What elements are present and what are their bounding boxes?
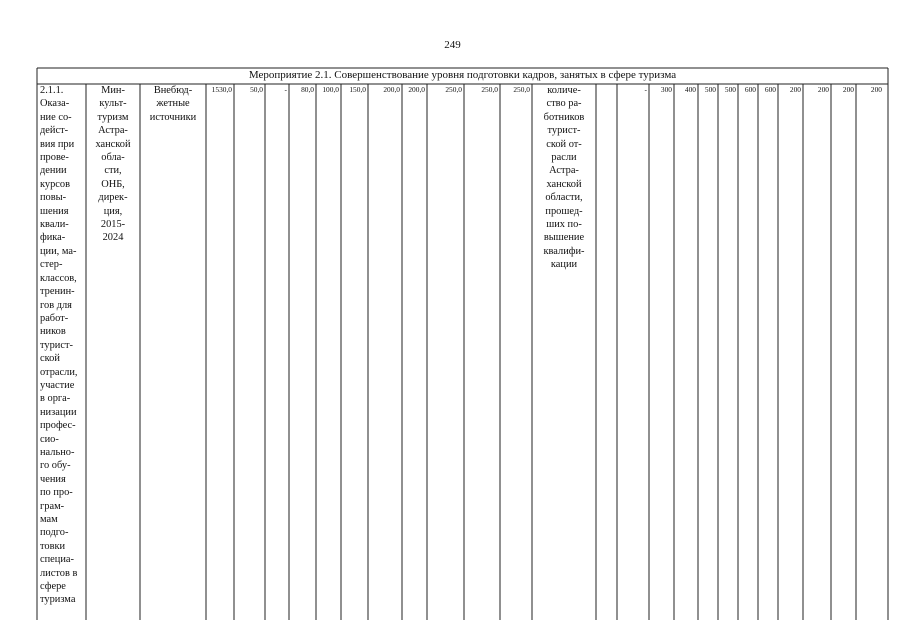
text-line: дирек- — [98, 192, 128, 204]
text-line: вия при — [40, 138, 75, 150]
finance-value: 50,0 — [250, 85, 263, 94]
text-line: чения — [40, 473, 66, 485]
text-line: 2.1.1. — [40, 85, 64, 96]
item-description — [40, 84, 86, 607]
indicator-value: 600 — [764, 85, 776, 94]
indicator-value: 200 — [870, 85, 882, 94]
text-line: классов, — [40, 272, 77, 284]
finance-value: 150,0 — [349, 85, 366, 94]
text-line: отрасли, — [40, 366, 78, 378]
section-title: Мероприятие 2.1. Совершенствование уровня подготовки кадров, занятых в сфере туризма — [248, 69, 677, 81]
text-line: туризм — [97, 111, 129, 123]
text-line: вышение — [543, 232, 585, 244]
text-line: расли — [551, 152, 577, 164]
indicator-value: 600 — [744, 85, 756, 94]
text-line: дейст- — [40, 125, 69, 137]
text-line: низации — [40, 406, 77, 418]
text-line: ние со- — [40, 111, 72, 123]
text-line: прове- — [40, 152, 69, 164]
text-line: повы- — [40, 192, 67, 204]
text-line: прошед- — [545, 205, 583, 217]
text-line: Мин- — [101, 85, 125, 96]
text-line: шения — [40, 205, 69, 217]
text-line: ской — [40, 353, 60, 365]
finance-value: 200,0 — [408, 85, 425, 94]
indicator-description — [532, 84, 596, 272]
text-line: сфере — [40, 581, 66, 593]
finance-value: 1530,0 — [211, 85, 232, 94]
text-line: курсов — [40, 178, 71, 190]
text-line: квалифи- — [543, 245, 585, 257]
text-line: источники — [149, 111, 197, 123]
text-line: по про- — [40, 487, 73, 499]
text-line: ботников — [543, 111, 585, 123]
text-line: количе- — [547, 85, 581, 96]
text-line: Астра- — [549, 165, 579, 177]
text-line: 2024 — [102, 232, 124, 244]
finance-value: 200,0 — [383, 85, 400, 94]
text-line: области, — [545, 192, 583, 204]
text-line: туризма — [40, 594, 76, 606]
text-line: дении — [40, 165, 67, 177]
finance-value: 250,0 — [513, 85, 530, 94]
text-line: турист- — [40, 339, 73, 351]
indicator-value: 400 — [684, 85, 696, 94]
text-line: ция, — [103, 205, 123, 217]
text-line: гов для — [40, 299, 72, 311]
text-line: специа- — [40, 554, 74, 566]
finance-value: - — [284, 85, 287, 94]
executor-cell — [86, 84, 140, 245]
text-line: турист- — [547, 125, 581, 137]
indicator-value: 500 — [704, 85, 716, 94]
text-line: сти, — [104, 165, 122, 177]
indicator-value: 200 — [817, 85, 829, 94]
text-line: сио- — [40, 433, 59, 445]
text-line: листов в — [40, 567, 78, 579]
page-number: 249 — [444, 39, 461, 51]
text-line: ОНБ, — [101, 178, 125, 190]
text-line: Оказа- — [40, 98, 70, 110]
text-line: ханской — [546, 178, 582, 190]
funding-source-cell — [140, 84, 206, 124]
text-line: Внебюд- — [153, 85, 193, 96]
text-line: квали- — [40, 219, 69, 231]
text-line: в орга- — [40, 393, 71, 405]
finance-value: 80,0 — [301, 85, 314, 94]
text-line: го обу- — [40, 460, 71, 472]
text-line: нально- — [40, 446, 75, 458]
text-line: обла- — [101, 152, 125, 164]
finance-value: 250,0 — [445, 85, 462, 94]
text-line: ской от- — [546, 138, 582, 150]
text-line: стер- — [40, 259, 63, 271]
indicator-value: 200 — [842, 85, 854, 94]
indicator-value: 300 — [660, 85, 672, 94]
text-line: участие — [40, 379, 75, 391]
text-line: 2015- — [100, 219, 126, 231]
indicator-value: - — [644, 85, 647, 94]
text-line: ции, ма- — [40, 245, 77, 257]
text-line: фика- — [40, 232, 66, 244]
text-line: культ- — [99, 98, 127, 110]
text-line: Астра- — [98, 125, 128, 137]
text-line: мам — [40, 514, 58, 525]
text-line: подго- — [40, 527, 69, 539]
text-line: ство ра- — [546, 98, 582, 110]
text-line: ников — [40, 326, 66, 338]
text-line: профес- — [40, 420, 76, 432]
text-line: кации — [550, 259, 578, 271]
text-line: тренин- — [40, 286, 75, 298]
text-line: ших по- — [546, 219, 582, 231]
finance-value: 100,0 — [322, 85, 339, 94]
text-line: работ- — [40, 312, 69, 324]
text-line: ханской — [95, 138, 131, 150]
text-line: товки — [40, 540, 66, 552]
finance-value: 250,0 — [481, 85, 498, 94]
indicator-value: 200 — [789, 85, 801, 94]
text-line: жетные — [156, 98, 190, 110]
indicator-value: 500 — [724, 85, 736, 94]
text-line: грам- — [40, 500, 65, 512]
